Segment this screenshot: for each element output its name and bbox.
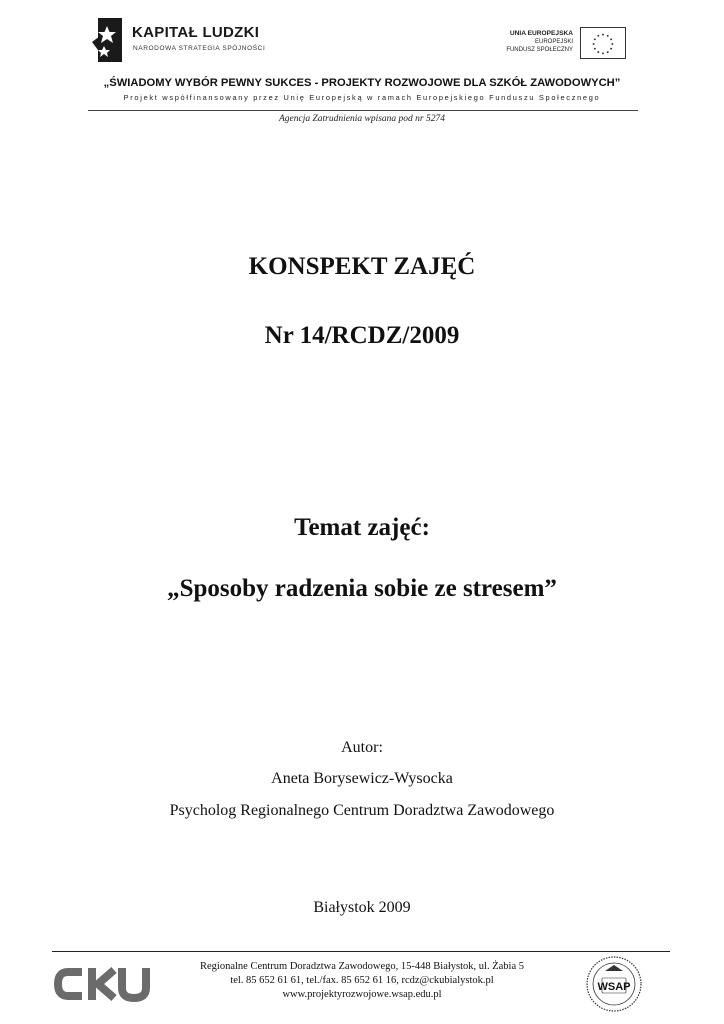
place-date: Białystok 2009: [313, 899, 411, 916]
wsap-logo-icon: [585, 955, 643, 1013]
author-name: Aneta Borysewicz-Wysocka: [271, 770, 453, 787]
header-divider: [88, 110, 638, 111]
eu-label-block: [480, 30, 573, 54]
topic-text: „Sposoby radzenia sobie ze stresem”: [167, 575, 557, 602]
author-role: Psycholog Regionalnego Centrum Doradztwa Zawodowego: [169, 802, 555, 819]
author-label: Autor:: [341, 739, 383, 756]
project-title: „ŚWIADOMY WYBÓR PEWNY SUKCES - PROJEKTY ROZWOJOWE DLA SZKÓŁ ZAWODOWYCH”: [103, 77, 621, 89]
eu-flag-icon: [580, 27, 626, 59]
eu-label-line2: EUROPEJSKI: [534, 39, 573, 45]
footer-contact: tel. 85 652 61 61, tel./fax. 85 652 61 16, rcdz@ckubialystok.pl: [230, 975, 494, 986]
wsap-logo-text: WSAP: [597, 981, 631, 993]
kapital-ludzki-logo-icon: [90, 16, 124, 64]
footer-divider: [52, 951, 670, 952]
footer-address: Regionalne Centrum Doradztwa Zawodowego, 15-448 Białystok, ul. Żabia 5: [200, 961, 524, 972]
document-number: Nr 14/RCDZ/2009: [264, 322, 460, 349]
cku-logo-icon: [52, 964, 152, 1004]
kapital-ludzki-title: KAPITAŁ LUDZKI: [132, 24, 260, 41]
agency-note: Agencja Zatrudnienia wpisana pod nr 5274: [279, 114, 445, 124]
topic-label: Temat zajęć:: [294, 514, 430, 541]
footer-website: www.projektyrozwojowe.wsap.edu.pl: [282, 989, 442, 1000]
kapital-ludzki-subtitle: NARODOWA STRATEGIA SPÓJNOŚCI: [133, 45, 266, 52]
project-subtitle: Projekt współfinansowany przez Unię Europejską w ramach Europejskiego Funduszu Społecznego: [123, 93, 601, 102]
eu-label-line3: FUNDUSZ SPOŁECZNY: [506, 47, 573, 53]
eu-label-line1: UNIA EUROPEJSKA: [509, 30, 573, 37]
document-title: KONSPEKT ZAJĘĆ: [248, 253, 476, 280]
